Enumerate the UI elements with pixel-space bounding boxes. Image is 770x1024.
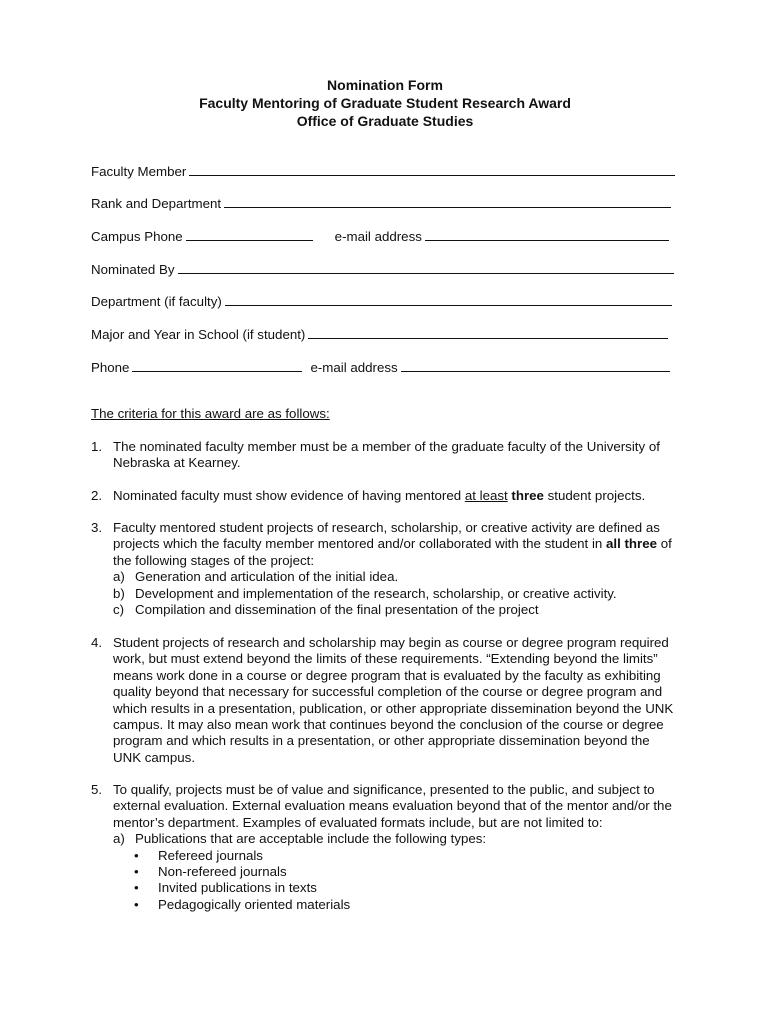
faculty-member-label: Faculty Member bbox=[91, 164, 187, 179]
campus-phone-row bbox=[91, 226, 669, 244]
faculty-member-field[interactable] bbox=[189, 161, 675, 176]
bullet-icon: • bbox=[134, 864, 139, 880]
item-number: 3. bbox=[91, 520, 103, 535]
form-header bbox=[0, 76, 770, 130]
email-address-field-2[interactable] bbox=[401, 357, 670, 372]
nominated-by-field[interactable] bbox=[178, 259, 674, 274]
criteria-item-4 bbox=[91, 635, 681, 766]
sub-item-a: a) Publications that are acceptable include the following types: bbox=[113, 831, 487, 847]
bullet-icon: • bbox=[134, 847, 139, 863]
bullet-item: • Invited publications in texts bbox=[134, 880, 317, 896]
department-label: Department (if faculty) bbox=[91, 294, 222, 309]
item-number: 5. bbox=[91, 782, 103, 797]
item-text: Nominated faculty must show evidence of having mentored at least three student projects. bbox=[113, 488, 646, 503]
item-text: Faculty mentored student projects of research, scholarship, or creative activity are defined as projects which the faculty member mentored and/or collaborated with the student in all three of the following stages of the project: bbox=[113, 520, 672, 568]
sub-item-a: a) Generation and articulation of the initial idea. bbox=[113, 569, 399, 585]
bold-text: three bbox=[511, 488, 544, 503]
rank-department-label: Rank and Department bbox=[91, 196, 222, 211]
criteria-item-2 bbox=[91, 488, 681, 504]
phone-row bbox=[91, 357, 670, 375]
bullet-item: • Refereed journals bbox=[134, 847, 263, 863]
item-number: 4. bbox=[91, 635, 103, 650]
major-year-label: Major and Year in School (if student) bbox=[91, 327, 306, 342]
bullet-icon: • bbox=[134, 880, 139, 896]
campus-phone-label: Campus Phone bbox=[91, 229, 183, 244]
bullet-item: • Pedagogically oriented materials bbox=[134, 896, 351, 912]
major-year-row bbox=[91, 324, 668, 342]
department-row bbox=[91, 291, 672, 309]
criteria-item-5 bbox=[91, 782, 681, 913]
item-number: 2. bbox=[91, 488, 103, 503]
rank-department-field[interactable] bbox=[224, 193, 671, 208]
criteria-item-3 bbox=[91, 520, 681, 618]
criteria-heading: The criteria for this award are as follows: bbox=[91, 406, 330, 421]
campus-phone-field[interactable] bbox=[186, 226, 313, 241]
item-text: To qualify, projects must be of value and significance, presented to the public, and subject to external evaluation. External evaluation means evaluation beyond that of the mentor and/or the mentor’s department. Examples of evaluated formats include, but are not limited to: bbox=[113, 782, 672, 830]
rank-department-row bbox=[91, 193, 671, 211]
item-text: Student projects of research and scholarship may begin as course or degree program required work, but must extend beyond the limits of these requirements. “Extending beyond the limits” means work done in a course or degree program that is evaluated by the faculty as exhibiting quality beyond that necessary for successful completion of the course or degree program and which results in a presentation, publication, or other appropriate dissemination beyond the UNK campus. It may also mean work that continues beyond the conclusion of the course or degree program and which results in a presentation, or other appropriate dissemination beyond the UNK campus. bbox=[113, 635, 674, 765]
form-title: Nomination Form bbox=[327, 77, 443, 93]
email-address-label: e-mail address bbox=[334, 229, 422, 244]
email-address-label-2: e-mail address bbox=[310, 360, 398, 375]
sub-item-b: b) Development and implementation of the research, scholarship, or creative activity. bbox=[113, 585, 617, 601]
phone-field[interactable] bbox=[132, 357, 302, 372]
nominated-by-label: Nominated By bbox=[91, 262, 175, 277]
award-name: Faculty Mentoring of Graduate Student Research Award bbox=[199, 95, 571, 111]
phone-label: Phone bbox=[91, 360, 130, 375]
sub-item-c: c) Compilation and dissemination of the final presentation of the project bbox=[113, 602, 539, 618]
item-text: The nominated faculty member must be a member of the graduate faculty of the University of Nebraska at Kearney. bbox=[113, 439, 660, 471]
bold-text: all three bbox=[606, 536, 657, 552]
office-name: Office of Graduate Studies bbox=[296, 113, 474, 129]
underlined-text: at least bbox=[464, 488, 508, 503]
bullet-icon: • bbox=[134, 896, 139, 912]
item-number: 1. bbox=[91, 439, 103, 454]
department-field[interactable] bbox=[225, 291, 672, 306]
criteria-item-1 bbox=[91, 439, 681, 472]
bullet-item: • Non-refereed journals bbox=[134, 864, 287, 880]
faculty-member-row bbox=[91, 161, 675, 179]
major-year-field[interactable] bbox=[308, 324, 668, 339]
nominated-by-row bbox=[91, 259, 674, 277]
email-address-field[interactable] bbox=[425, 226, 669, 241]
